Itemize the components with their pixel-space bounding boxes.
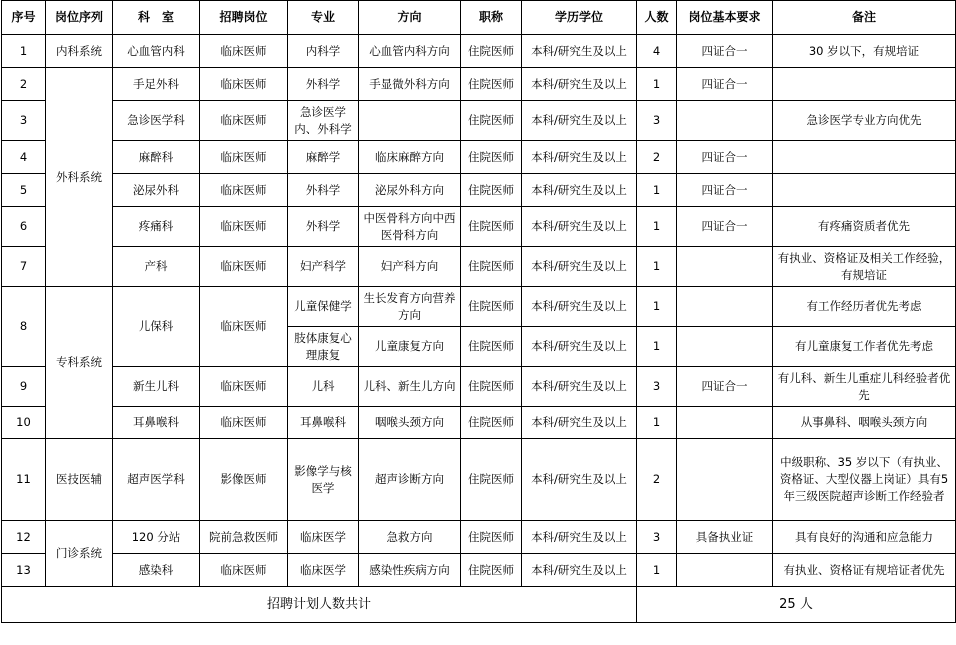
cell-requirement: 四证合一	[677, 141, 773, 174]
cell-dept: 耳鼻喉科	[113, 407, 200, 439]
cell-note	[773, 68, 956, 101]
cell-post: 临床医师	[200, 141, 288, 174]
total-label: 招聘计划人数共计	[2, 587, 637, 623]
cell-education: 本科/研究生及以上	[522, 141, 637, 174]
header-row	[2, 1, 956, 35]
cell-no: 2	[2, 68, 46, 101]
cell-education: 本科/研究生及以上	[522, 439, 637, 521]
cell-direction: 感染性疾病方向	[359, 554, 461, 587]
header-education: 学历学位	[522, 1, 637, 35]
total-row	[2, 587, 956, 623]
cell-direction	[359, 101, 461, 141]
cell-no: 12	[2, 521, 46, 554]
cell-count: 3	[637, 367, 677, 407]
cell-note: 中级职称、35 岁以下（有执业、资格证、大型仪器上岗证）具有5 年三级医院超声诊断工作经验者	[773, 439, 956, 521]
cell-direction: 心血管内科方向	[359, 35, 461, 68]
cell-note: 具有良好的沟通和应急能力	[773, 521, 956, 554]
cell-no: 8	[2, 287, 46, 367]
cell-dept: 儿保科	[113, 287, 200, 367]
cell-no: 4	[2, 141, 46, 174]
cell-direction: 中医骨科方向中西医骨科方向	[359, 207, 461, 247]
cell-direction: 超声诊断方向	[359, 439, 461, 521]
cell-post: 临床医师	[200, 35, 288, 68]
cell-seq: 内科系统	[46, 35, 113, 68]
cell-major: 内科学	[288, 35, 359, 68]
cell-count: 1	[637, 174, 677, 207]
cell-post: 临床医师	[200, 287, 288, 367]
cell-major: 耳鼻喉科	[288, 407, 359, 439]
cell-requirement	[677, 287, 773, 327]
cell-count: 3	[637, 521, 677, 554]
cell-direction: 临床麻醉方向	[359, 141, 461, 174]
cell-note: 有执业、资格证及相关工作经验，有规培证	[773, 247, 956, 287]
cell-requirement	[677, 554, 773, 587]
cell-education: 本科/研究生及以上	[522, 327, 637, 367]
header-major: 专业	[288, 1, 359, 35]
cell-education: 本科/研究生及以上	[522, 407, 637, 439]
cell-seq: 外科系统	[46, 68, 113, 287]
cell-no: 11	[2, 439, 46, 521]
cell-education: 本科/研究生及以上	[522, 68, 637, 101]
cell-direction: 手显微外科方向	[359, 68, 461, 101]
cell-title: 住院医师	[461, 174, 522, 207]
header-post: 招聘岗位	[200, 1, 288, 35]
cell-seq: 医技医辅	[46, 439, 113, 521]
recruitment-table	[1, 0, 956, 623]
cell-title: 住院医师	[461, 367, 522, 407]
cell-requirement	[677, 101, 773, 141]
cell-seq: 门诊系统	[46, 521, 113, 587]
cell-requirement	[677, 327, 773, 367]
table-row	[2, 35, 956, 68]
cell-requirement: 四证合一	[677, 174, 773, 207]
header-seq: 岗位序列	[46, 1, 113, 35]
cell-direction: 急救方向	[359, 521, 461, 554]
cell-title: 住院医师	[461, 35, 522, 68]
cell-no: 5	[2, 174, 46, 207]
cell-note: 有儿童康复工作者优先考虑	[773, 327, 956, 367]
cell-title: 住院医师	[461, 68, 522, 101]
cell-no: 3	[2, 101, 46, 141]
cell-direction: 咽喉头颈方向	[359, 407, 461, 439]
cell-count: 1	[637, 68, 677, 101]
cell-dept: 麻醉科	[113, 141, 200, 174]
cell-no: 6	[2, 207, 46, 247]
table-row	[2, 407, 956, 439]
cell-no: 10	[2, 407, 46, 439]
table-row	[2, 101, 956, 141]
cell-title: 住院医师	[461, 554, 522, 587]
cell-title: 住院医师	[461, 247, 522, 287]
cell-education: 本科/研究生及以上	[522, 207, 637, 247]
cell-major: 急诊医学内、外科学	[288, 101, 359, 141]
cell-requirement	[677, 247, 773, 287]
cell-education: 本科/研究生及以上	[522, 367, 637, 407]
cell-major: 临床医学	[288, 521, 359, 554]
cell-no: 1	[2, 35, 46, 68]
cell-post: 影像医师	[200, 439, 288, 521]
table-row	[2, 174, 956, 207]
cell-dept: 泌尿外科	[113, 174, 200, 207]
cell-direction: 儿童康复方向	[359, 327, 461, 367]
header-no: 序号	[2, 1, 46, 35]
cell-dept: 心血管内科	[113, 35, 200, 68]
cell-major: 儿科	[288, 367, 359, 407]
cell-post: 临床医师	[200, 68, 288, 101]
header-direction: 方向	[359, 1, 461, 35]
cell-major: 临床医学	[288, 554, 359, 587]
cell-post: 院前急救医师	[200, 521, 288, 554]
total-value: 25 人	[637, 587, 956, 623]
cell-note: 有工作经历者优先考虑	[773, 287, 956, 327]
cell-requirement: 四证合一	[677, 367, 773, 407]
cell-education: 本科/研究生及以上	[522, 287, 637, 327]
table-row	[2, 439, 956, 521]
cell-post: 临床医师	[200, 207, 288, 247]
cell-education: 本科/研究生及以上	[522, 554, 637, 587]
table-row	[2, 247, 956, 287]
cell-requirement: 四证合一	[677, 207, 773, 247]
cell-count: 2	[637, 141, 677, 174]
cell-requirement	[677, 439, 773, 521]
cell-note	[773, 141, 956, 174]
cell-seq: 专科系统	[46, 287, 113, 439]
table-row	[2, 367, 956, 407]
cell-direction: 生长发育方向营养方向	[359, 287, 461, 327]
cell-education: 本科/研究生及以上	[522, 174, 637, 207]
cell-dept: 手足外科	[113, 68, 200, 101]
cell-requirement: 四证合一	[677, 68, 773, 101]
cell-note: 有儿科、新生儿重症儿科经验者优先	[773, 367, 956, 407]
cell-requirement	[677, 407, 773, 439]
cell-post: 临床医师	[200, 174, 288, 207]
cell-note: 有疼痛资质者优先	[773, 207, 956, 247]
cell-major: 外科学	[288, 68, 359, 101]
cell-education: 本科/研究生及以上	[522, 101, 637, 141]
cell-note: 从事鼻科、咽喉头颈方向	[773, 407, 956, 439]
cell-major: 儿童保健学	[288, 287, 359, 327]
header-dept: 科 室	[113, 1, 200, 35]
cell-education: 本科/研究生及以上	[522, 247, 637, 287]
cell-education: 本科/研究生及以上	[522, 35, 637, 68]
cell-count: 1	[637, 407, 677, 439]
cell-requirement: 具备执业证	[677, 521, 773, 554]
cell-direction: 妇产科方向	[359, 247, 461, 287]
header-count: 人数	[637, 1, 677, 35]
cell-dept: 产科	[113, 247, 200, 287]
cell-major: 外科学	[288, 174, 359, 207]
table-row	[2, 554, 956, 587]
table-row	[2, 287, 956, 327]
cell-no: 7	[2, 247, 46, 287]
cell-count: 1	[637, 247, 677, 287]
cell-post: 临床医师	[200, 101, 288, 141]
cell-post: 临床医师	[200, 367, 288, 407]
cell-requirement: 四证合一	[677, 35, 773, 68]
cell-note: 有执业、资格证有规培证者优先	[773, 554, 956, 587]
cell-note: 30 岁以下，有规培证	[773, 35, 956, 68]
cell-count: 1	[637, 554, 677, 587]
table-row	[2, 521, 956, 554]
cell-count: 4	[637, 35, 677, 68]
cell-dept: 120 分站	[113, 521, 200, 554]
cell-title: 住院医师	[461, 101, 522, 141]
cell-major: 外科学	[288, 207, 359, 247]
cell-dept: 新生儿科	[113, 367, 200, 407]
cell-direction: 泌尿外科方向	[359, 174, 461, 207]
cell-post: 临床医师	[200, 407, 288, 439]
cell-count: 2	[637, 439, 677, 521]
cell-note: 急诊医学专业方向优先	[773, 101, 956, 141]
cell-title: 住院医师	[461, 207, 522, 247]
cell-title: 住院医师	[461, 327, 522, 367]
cell-post: 临床医师	[200, 554, 288, 587]
cell-title: 住院医师	[461, 521, 522, 554]
cell-post: 临床医师	[200, 247, 288, 287]
table-row	[2, 207, 956, 247]
table-row	[2, 141, 956, 174]
cell-major: 麻醉学	[288, 141, 359, 174]
header-title: 职称	[461, 1, 522, 35]
cell-direction: 儿科、新生儿方向	[359, 367, 461, 407]
cell-title: 住院医师	[461, 141, 522, 174]
cell-dept: 感染科	[113, 554, 200, 587]
cell-note	[773, 174, 956, 207]
cell-dept: 急诊医学科	[113, 101, 200, 141]
cell-major: 影像学与核医学	[288, 439, 359, 521]
cell-no: 9	[2, 367, 46, 407]
header-requirement: 岗位基本要求	[677, 1, 773, 35]
cell-dept: 疼痛科	[113, 207, 200, 247]
cell-education: 本科/研究生及以上	[522, 521, 637, 554]
header-note: 备注	[773, 1, 956, 35]
cell-major: 肢体康复心理康复	[288, 327, 359, 367]
cell-count: 3	[637, 101, 677, 141]
cell-major: 妇产科学	[288, 247, 359, 287]
cell-no: 13	[2, 554, 46, 587]
cell-title: 住院医师	[461, 439, 522, 521]
cell-title: 住院医师	[461, 407, 522, 439]
cell-count: 1	[637, 287, 677, 327]
cell-dept: 超声医学科	[113, 439, 200, 521]
cell-title: 住院医师	[461, 287, 522, 327]
cell-count: 1	[637, 327, 677, 367]
cell-count: 1	[637, 207, 677, 247]
table-row	[2, 68, 956, 101]
